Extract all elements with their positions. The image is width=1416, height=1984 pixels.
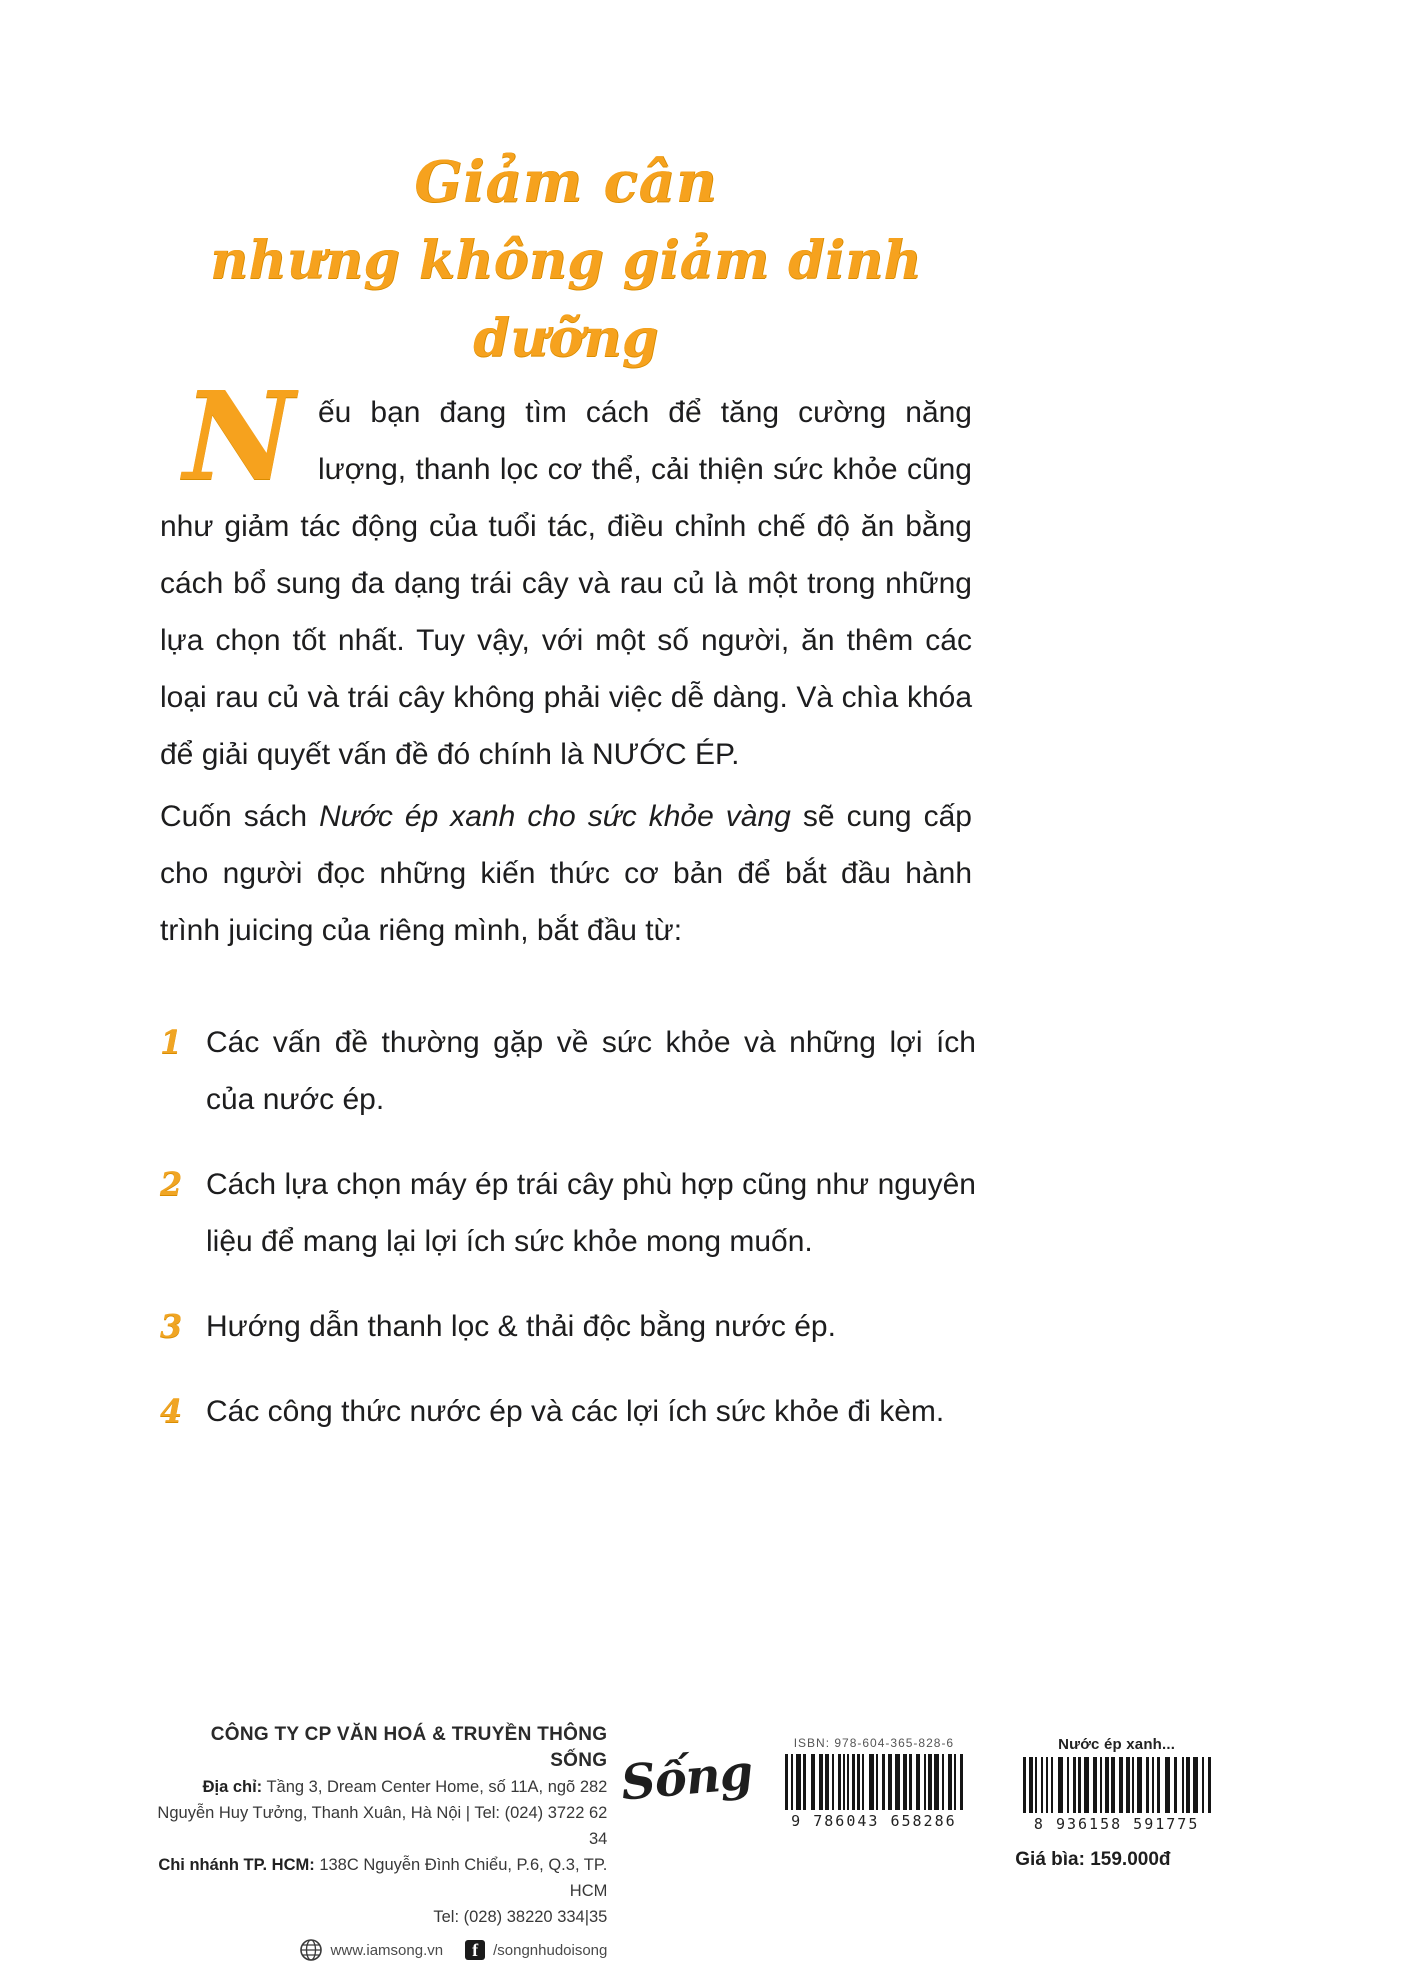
list-item-number: 3 — [160, 1307, 183, 1345]
contents-list — [160, 1014, 976, 1468]
intro-paragraph-text: ếu bạn đang tìm cách để tăng cường năng lượng, thanh lọc cơ thể, cải thiện sức khỏe cũng như giảm tác động của tuổi tác, điều chỉnh chế độ ăn bằng cách bổ sung đa dạng trái cây và rau củ là một trong những lựa chọn tốt nhất. Tuy vậy, với một số người, ăn thêm các loại rau củ và trái cây không phải việc dễ dàng. Và chìa khóa để giải quyết vấn đề đó chính là NƯỚC ÉP. — [160, 396, 972, 771]
publisher-address-line-1 — [152, 1774, 607, 1800]
list-item-number: 1 — [160, 1023, 183, 1061]
address-label: Địa chỉ: — [202, 1778, 263, 1796]
branch-text: 138C Nguyễn Đình Chiểu, P.6, Q.3, TP. HCM — [314, 1856, 608, 1900]
facebook-icon: f — [465, 1940, 485, 1960]
book-title-mention: Nước ép xanh cho sức khỏe vàng — [319, 800, 791, 833]
list-item-text: Các công thức nước ép và các lợi ích sức khỏe đi kèm. — [206, 1395, 945, 1428]
paragraph2-suffix: sẽ cung cấp cho người đọc những kiến thức cơ bản để bắt đầu hành trình juicing của riêng mình, bắt đầu từ: — [160, 800, 972, 947]
book-description-paragraph — [160, 788, 972, 959]
product-barcode-digits: 8 936158 591775 — [1033, 1815, 1200, 1833]
song-logo: Sống — [619, 1744, 755, 1812]
publisher-info — [152, 1722, 607, 1962]
isbn-label: ISBN: 978-604-365-828-6 — [793, 1736, 955, 1750]
isbn-barcode-bars — [767, 1754, 982, 1810]
paragraph2-prefix: Cuốn sách — [160, 800, 320, 833]
publisher-website: www.iamsong.vn — [330, 1941, 444, 1959]
publisher-logo-box — [607, 1744, 766, 1812]
title-line-1: Giảm cân — [414, 149, 718, 215]
isbn-barcode-block — [767, 1736, 982, 1830]
publisher-facebook-handle: /songnhudoisong — [493, 1941, 608, 1959]
list-item — [160, 1014, 976, 1128]
back-cover-title — [160, 142, 972, 378]
publisher-social-row — [152, 1938, 607, 1962]
isbn-barcode-digits: 9 786043 658286 — [791, 1812, 957, 1830]
product-barcode-bars — [1009, 1757, 1224, 1813]
list-item-number: 4 — [160, 1392, 183, 1430]
list-item-number: 2 — [160, 1165, 183, 1203]
title-line-2: nhưng không giảm dinh dưỡng — [210, 230, 922, 369]
address-text: Tầng 3, Dream Center Home, số 11A, ngõ 282 — [262, 1778, 608, 1796]
list-item-text: Hướng dẫn thanh lọc & thải độc bằng nước ép. — [206, 1310, 836, 1343]
footer — [152, 1722, 1224, 1962]
publisher-tel-line: Tel: (028) 38220 334|35 — [433, 1908, 608, 1926]
list-item-text: Các vấn đề thường gặp về sức khỏe và những lợi ích của nước ép. — [206, 1026, 976, 1116]
publisher-address-line-2: Nguyễn Huy Tưởng, Thanh Xuân, Hà Nội | Tel: (024) 3722 62 34 — [157, 1804, 608, 1848]
list-item-text: Cách lựa chọn máy ép trái cây phù hợp cũng như nguyên liệu để mang lại lợi ích sức khỏe mong muốn. — [206, 1168, 976, 1258]
list-item — [160, 1156, 976, 1270]
branch-label: Chi nhánh TP. HCM: — [158, 1856, 315, 1874]
list-item — [160, 1383, 976, 1440]
product-barcode-block — [1009, 1736, 1224, 1871]
publisher-branch-line — [152, 1852, 607, 1904]
publisher-name: CÔNG TY CP VĂN HOÁ & TRUYỀN THÔNG SỐNG — [210, 1724, 608, 1771]
globe-icon — [299, 1938, 323, 1962]
drop-cap-letter: N — [183, 364, 295, 508]
list-item — [160, 1298, 976, 1355]
intro-paragraph — [160, 364, 972, 783]
price-label: Giá bìa: 159.000đ — [1015, 1849, 1171, 1870]
product-barcode-label: Nước ép xanh... — [1058, 1736, 1176, 1753]
